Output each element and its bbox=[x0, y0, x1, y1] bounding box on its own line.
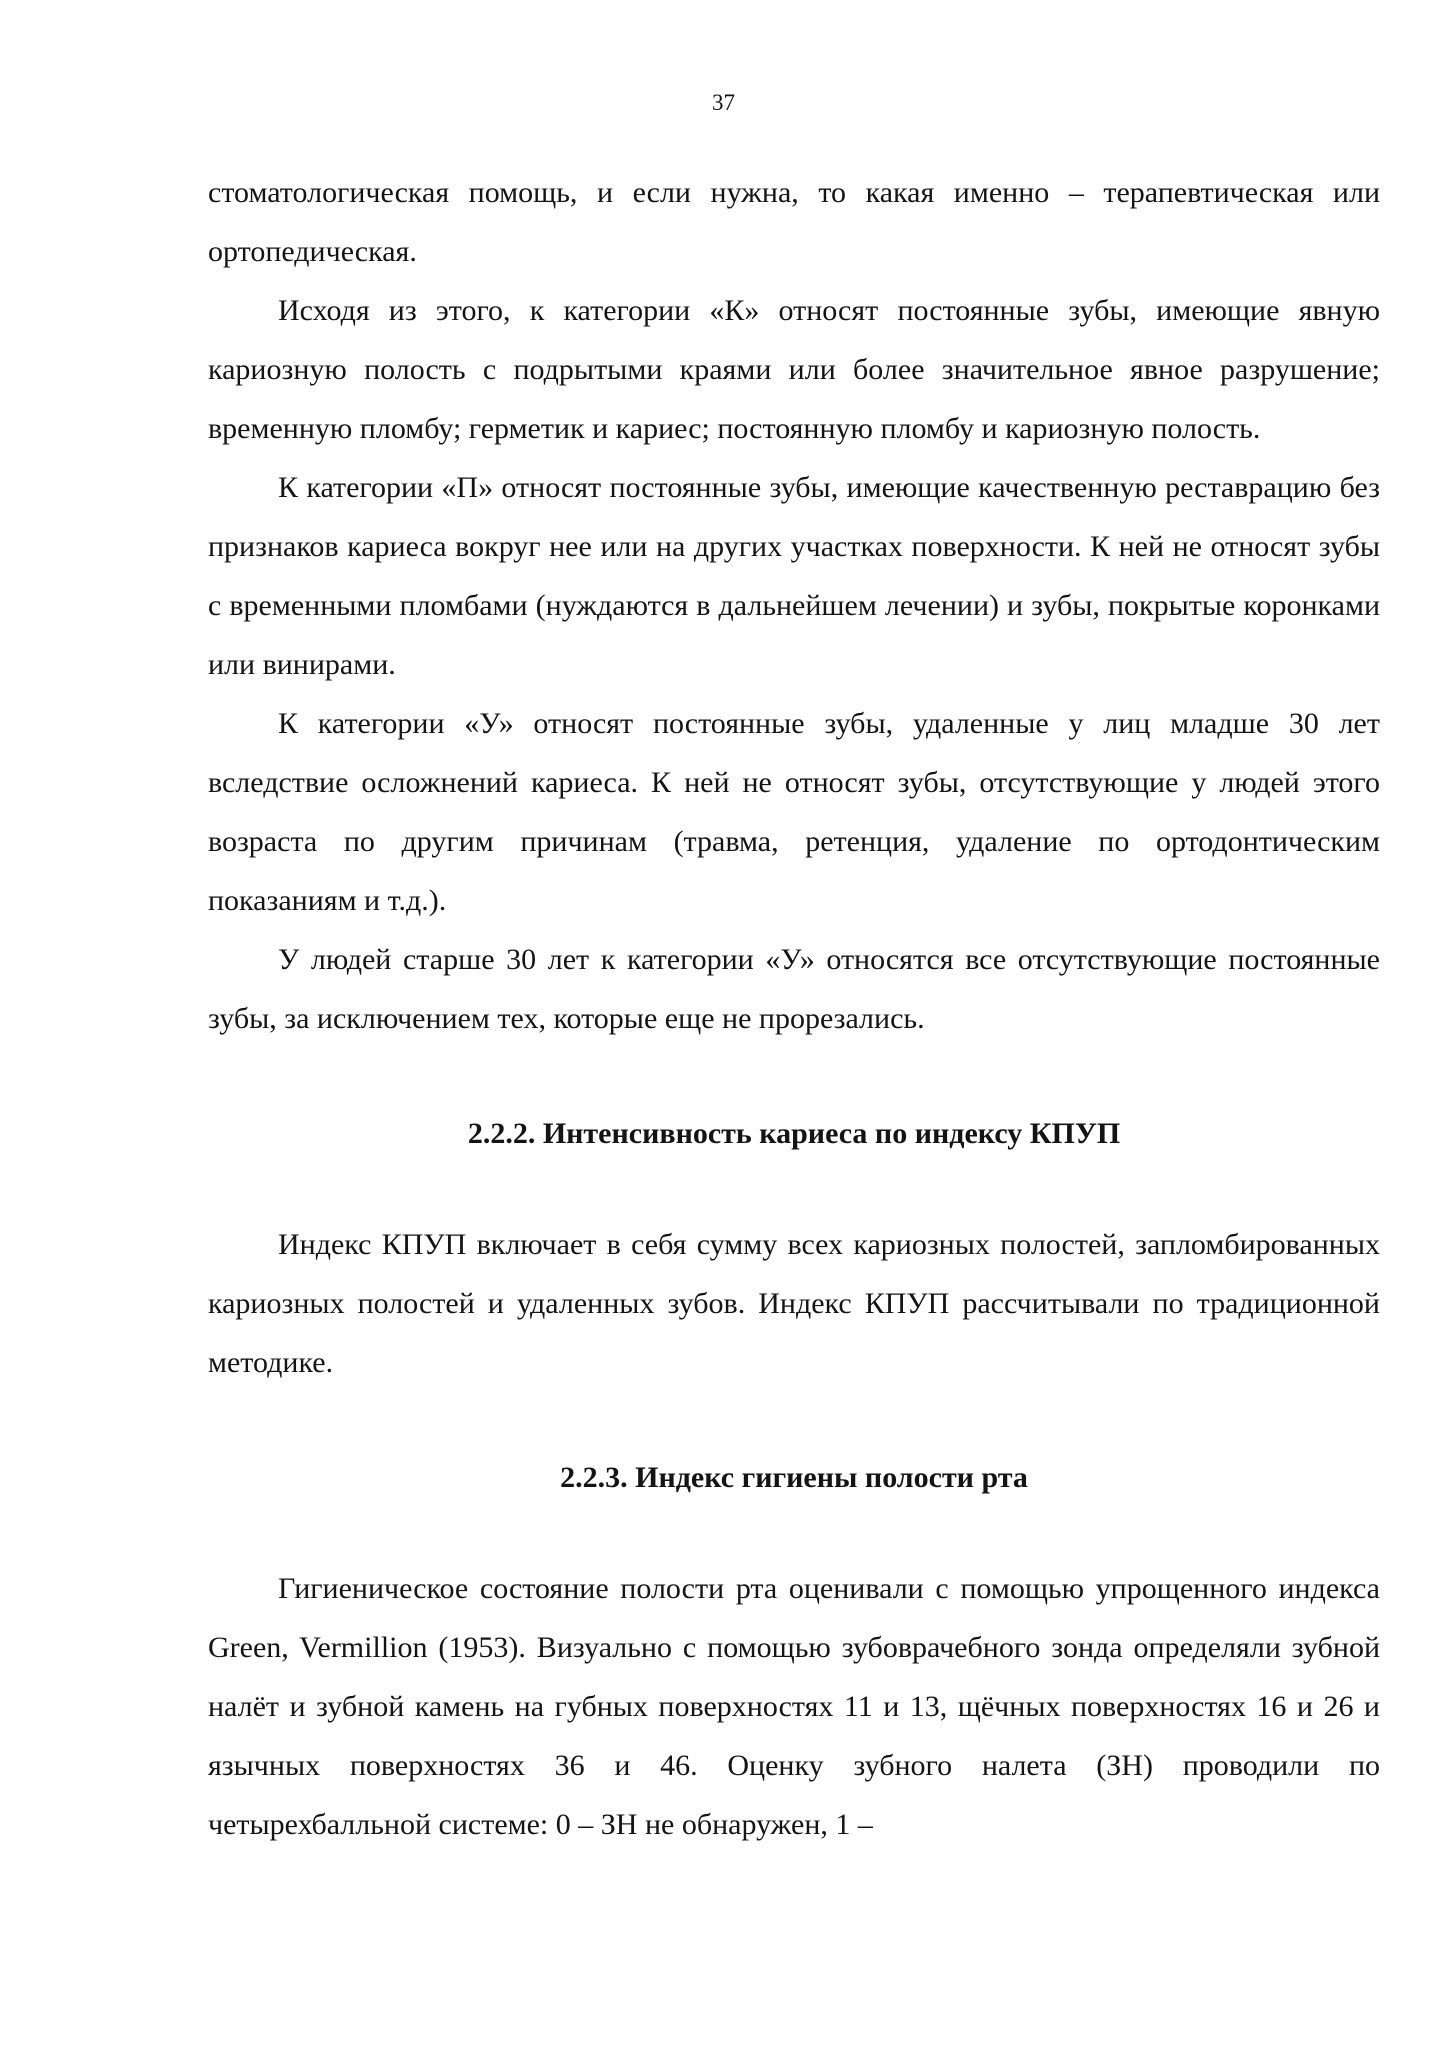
paragraph-category-u: К категории «У» относят постоянные зубы, удаленные у лиц младше 30 лет вследствие осложнений кариеса. К ней не относят зубы, отсутствующие у людей этого возраста по другим причинам (травма, ретенция, удаление по ортодонтическим показаниям и т.д.). bbox=[208, 707, 1380, 917]
section-heading-hygiene-index: 2.2.3. Индекс гигиены полости рта bbox=[560, 1461, 1028, 1494]
paragraph-continuation: стоматологическая помощь, и если нужна, то какая именно – терапевтическая или ортопедическая. bbox=[208, 176, 1380, 268]
paragraph-over-30: У людей старше 30 лет к категории «У» относятся все отсутствующие постоянные зубы, за исключением тех, которые еще не прорезались. bbox=[208, 943, 1380, 1035]
page-number: 37 bbox=[712, 90, 735, 115]
paragraph-category-k: Исходя из этого, к категории «К» относят постоянные зубы, имеющие явную кариозную полость с подрытыми краями или более значительное явное разрушение; временную пломбу; герметик и кариес; постоянную пломбу и кариозную полость. bbox=[208, 294, 1380, 445]
paragraph-hygiene-state: Гигиеническое состояние полости рта оценивали с помощью упрощенного индекса Green, Vermillion (1953). Визуально с помощью зубоврачебного зонда определяли зубной налёт и зубной камень на губных поверхностях 11 и 13, щёчных поверхностях 16 и 26 и язычных поверхностях 36 и 46. Оценку зубного налета (ЗН) проводили по четырехбалльной системе: 0 – ЗН не обнаружен, 1 – bbox=[208, 1572, 1380, 1841]
paragraph-category-p: К категории «П» относят постоянные зубы, имеющие качественную реставрацию без признаков кариеса вокруг нее или на других участках поверхности. К ней не относят зубы с временными пломбами (нуждаются в дальнейшем лечении) и зубы, покрытые коронками или винирами. bbox=[208, 471, 1380, 681]
page-body bbox=[208, 163, 1380, 1854]
paragraph-kpup-index: Индекс КПУП включает в себя сумму всех кариозных полостей, запломбированных кариозных полостей и удаленных зубов. Индекс КПУП рассчитывали по традиционной методике. bbox=[208, 1228, 1380, 1379]
section-heading-caries-intensity: 2.2.2. Интенсивность кариеса по индексу КПУП bbox=[467, 1117, 1121, 1150]
